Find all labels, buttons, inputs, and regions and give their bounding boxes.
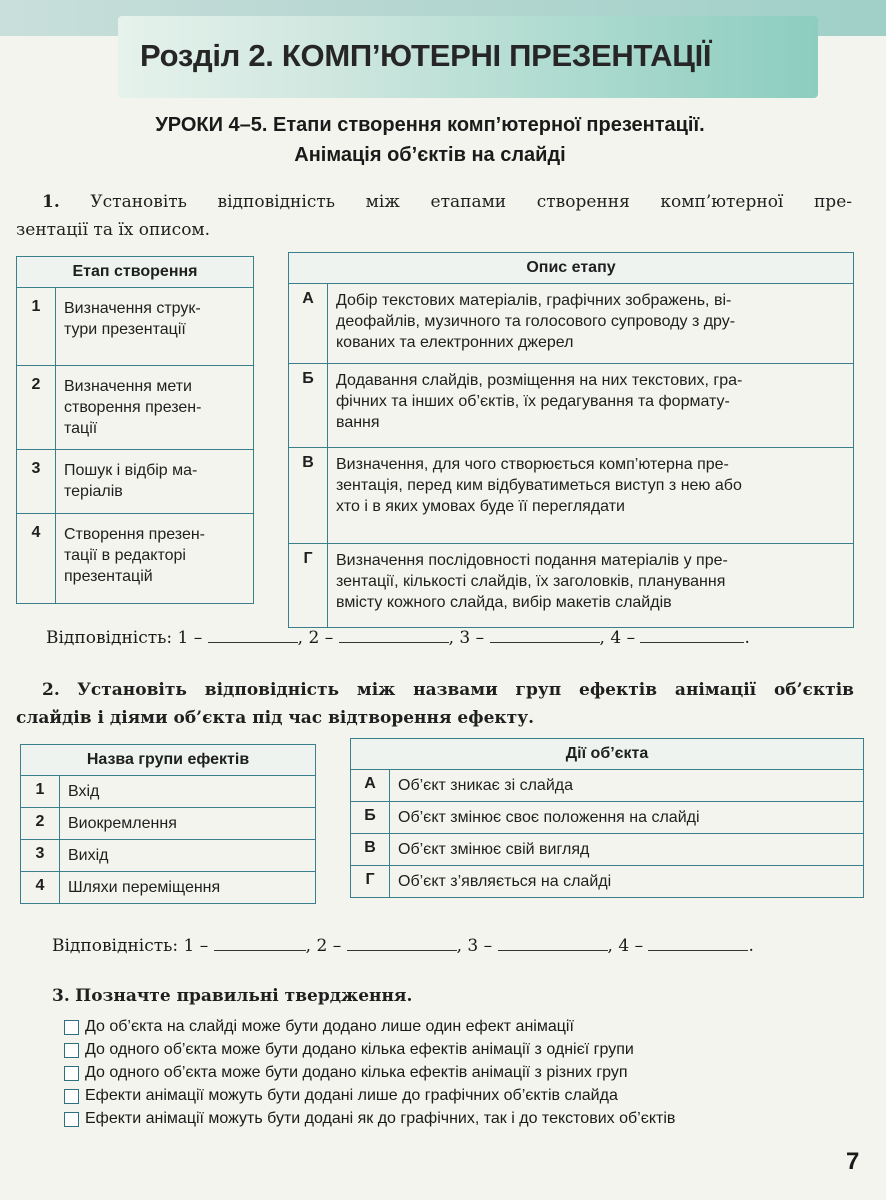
task2-answer-part: , 2 –	[305, 936, 342, 956]
task2-action-table	[350, 738, 864, 898]
task1-answer-blank-2[interactable]	[339, 628, 449, 643]
task2-group-table	[20, 744, 316, 904]
task2-group-row-text: Шляхи переміщення	[60, 872, 316, 904]
task2-action-row-key: В	[351, 834, 390, 866]
task1-answer-part: , 2 –	[297, 628, 334, 648]
task1-answer-part: .	[744, 628, 750, 648]
task2-group-row-text: Вихід	[60, 840, 316, 872]
task2-answer-blank-2[interactable]	[347, 936, 457, 951]
task1-answer-part: , 3 –	[448, 628, 485, 648]
task1-stage-table	[16, 256, 254, 604]
task2-answer-part: , 3 –	[456, 936, 493, 956]
task1-description-row-text: Визначення, для чого створюється комп’ютерна пре- зентація, перед ким відбуватиметься виступ з нею або хто і в яких умовах буде її переглядати	[328, 448, 854, 544]
task1-stage-row-text: Створення презен- тації в редакторі презентацій	[56, 514, 254, 604]
task2-text-line2: слайдів і діями об’єкта під час відтворення ефекту.	[16, 708, 534, 728]
task2-group-row-key: 4	[21, 872, 60, 904]
task1-description-row-key: Г	[289, 544, 328, 628]
task2-statement	[16, 676, 854, 732]
task2-action-row-key: Г	[351, 866, 390, 898]
task1-description-row-key: Б	[289, 364, 328, 448]
task2-number: 2.	[42, 680, 60, 700]
task1-description-row	[289, 364, 854, 448]
task2-group-row-key: 1	[21, 776, 60, 808]
task3-option	[64, 1064, 628, 1082]
task3-option-checkbox[interactable]	[64, 1066, 79, 1081]
task1-description-row-key: В	[289, 448, 328, 544]
task2-group-row	[21, 872, 316, 904]
task1-number: 1.	[42, 192, 60, 212]
task2-answer-label: Відповідність:	[52, 936, 179, 956]
task2-action-row	[351, 802, 864, 834]
lesson-title	[60, 110, 800, 170]
task3-option-label: Ефекти анімації можуть бути додані лише до графічних об’єктів слайда	[85, 1087, 618, 1104]
task1-description-row	[289, 448, 854, 544]
task1-text-line1: Установіть відповідність між етапами створення комп’ютерної пре-	[90, 192, 852, 212]
task1-answer-blank-3[interactable]	[490, 628, 600, 643]
task1-statement	[16, 188, 852, 244]
task1-answer-part: 1 –	[177, 628, 203, 648]
task2-action-row	[351, 866, 864, 898]
task3-option	[64, 1018, 574, 1036]
task2-answer-blank-4[interactable]	[648, 936, 748, 951]
task1-description-row	[289, 284, 854, 364]
task3-option-checkbox[interactable]	[64, 1112, 79, 1127]
task1-description-row-key: А	[289, 284, 328, 364]
task2-action-row	[351, 834, 864, 866]
task1-description-table	[288, 252, 854, 628]
lesson-title-line1: УРОКИ 4–5. Етапи створення комп’ютерної презентації.	[155, 114, 705, 136]
task1-stage-row	[17, 288, 254, 366]
task3-option-checkbox[interactable]	[64, 1089, 79, 1104]
task1-answer-label: Відповідність:	[46, 628, 173, 648]
task2-action-row-key: Б	[351, 802, 390, 834]
task3-option-label: До одного об’єкта може бути додано кілька ефектів анімації з різних груп	[85, 1064, 628, 1081]
task3-option	[64, 1041, 634, 1059]
task2-group-row	[21, 776, 316, 808]
task1-description-row-text: Добір текстових матеріалів, графічних зображень, ві- деофайлів, музичного та голосового супроводу з дру- кованих та електронних джерел	[328, 284, 854, 364]
task2-action-row	[351, 770, 864, 802]
task1-answer-blank-4[interactable]	[640, 628, 744, 643]
task2-answer-part: , 4 –	[607, 936, 644, 956]
task2-group-row-text: Виокремлення	[60, 808, 316, 840]
task3-number: 3.	[52, 986, 70, 1006]
task1-stage-row-text: Визначення мети створення презен- тації	[56, 366, 254, 450]
task2-action-header: Дії об’єкта	[351, 739, 864, 770]
task1-stage-row-key: 2	[17, 366, 56, 450]
task1-answer-line	[46, 628, 750, 648]
task1-description-row	[289, 544, 854, 628]
task2-action-row-text: Об’єкт з’являється на слайді	[390, 866, 864, 898]
task2-group-row-key: 2	[21, 808, 60, 840]
task1-stage-row-text: Пошук і відбір ма- теріалів	[56, 450, 254, 514]
task2-action-row-text: Об’єкт змінює своє положення на слайді	[390, 802, 864, 834]
task3-option	[64, 1110, 675, 1128]
task1-stage-row-key: 3	[17, 450, 56, 514]
task3-option-label: До одного об’єкта може бути додано кілька ефектів анімації з однієї групи	[85, 1041, 634, 1058]
task1-stage-row-text: Визначення струк- тури презентації	[56, 288, 254, 366]
task2-group-row	[21, 840, 316, 872]
task3-option-checkbox[interactable]	[64, 1020, 79, 1035]
task3-option	[64, 1087, 618, 1105]
task2-answer-part: 1 –	[183, 936, 209, 956]
task1-stage-row-key: 1	[17, 288, 56, 366]
task3-option-label: Ефекти анімації можуть бути додані як до графічних, так і до текстових об’єктів	[85, 1110, 676, 1127]
task1-answer-blank-1[interactable]	[208, 628, 298, 643]
task3-text: Позначте правильні твердження.	[75, 986, 413, 1006]
task2-group-row-text: Вхід	[60, 776, 316, 808]
task2-group-row-key: 3	[21, 840, 60, 872]
task2-action-row-text: Об’єкт зникає зі слайда	[390, 770, 864, 802]
task1-description-row-text: Додавання слайдів, розміщення на них текстових, гра- фічних та інших об’єктів, їх редагування та формату- вання	[328, 364, 854, 448]
task3-option-checkbox[interactable]	[64, 1043, 79, 1058]
task2-text-line1: Установіть відповідність між назвами груп ефектів анімації об’єктів	[77, 680, 854, 700]
task1-description-row-text: Визначення послідовності подання матеріалів у пре- зентації, кількості слайдів, їх заголовків, планування вмісту кожного слайда, вибір макетів слайдів	[328, 544, 854, 628]
task2-group-header: Назва групи ефектів	[21, 745, 316, 776]
task2-answer-blank-3[interactable]	[498, 936, 608, 951]
chapter-title: Розділ 2. КОМП’ЮТЕРНІ ПРЕЗЕНТАЦІЇ	[140, 38, 712, 73]
task1-answer-part: , 4 –	[599, 628, 636, 648]
task3-option-label: До об’єкта на слайді може бути додано лише один ефект анімації	[85, 1018, 574, 1035]
task1-description-header: Опис етапу	[289, 253, 854, 284]
task1-stage-header: Етап створення	[17, 257, 254, 288]
task2-answer-part: .	[748, 936, 754, 956]
task1-stage-row	[17, 450, 254, 514]
lesson-title-line2: Анімація об’єктів на слайді	[294, 144, 566, 166]
task1-stage-row-key: 4	[17, 514, 56, 604]
task2-answer-blank-1[interactable]	[214, 936, 306, 951]
task2-action-row-text: Об’єкт змінює свій вигляд	[390, 834, 864, 866]
task1-stage-row	[17, 514, 254, 604]
task2-group-row	[21, 808, 316, 840]
task3-statement	[52, 986, 412, 1006]
task1-text-line2: зентації та їх описом.	[16, 220, 211, 240]
page-number: 7	[846, 1148, 860, 1175]
task2-answer-line	[52, 936, 754, 956]
task1-stage-row	[17, 366, 254, 450]
task2-action-row-key: А	[351, 770, 390, 802]
